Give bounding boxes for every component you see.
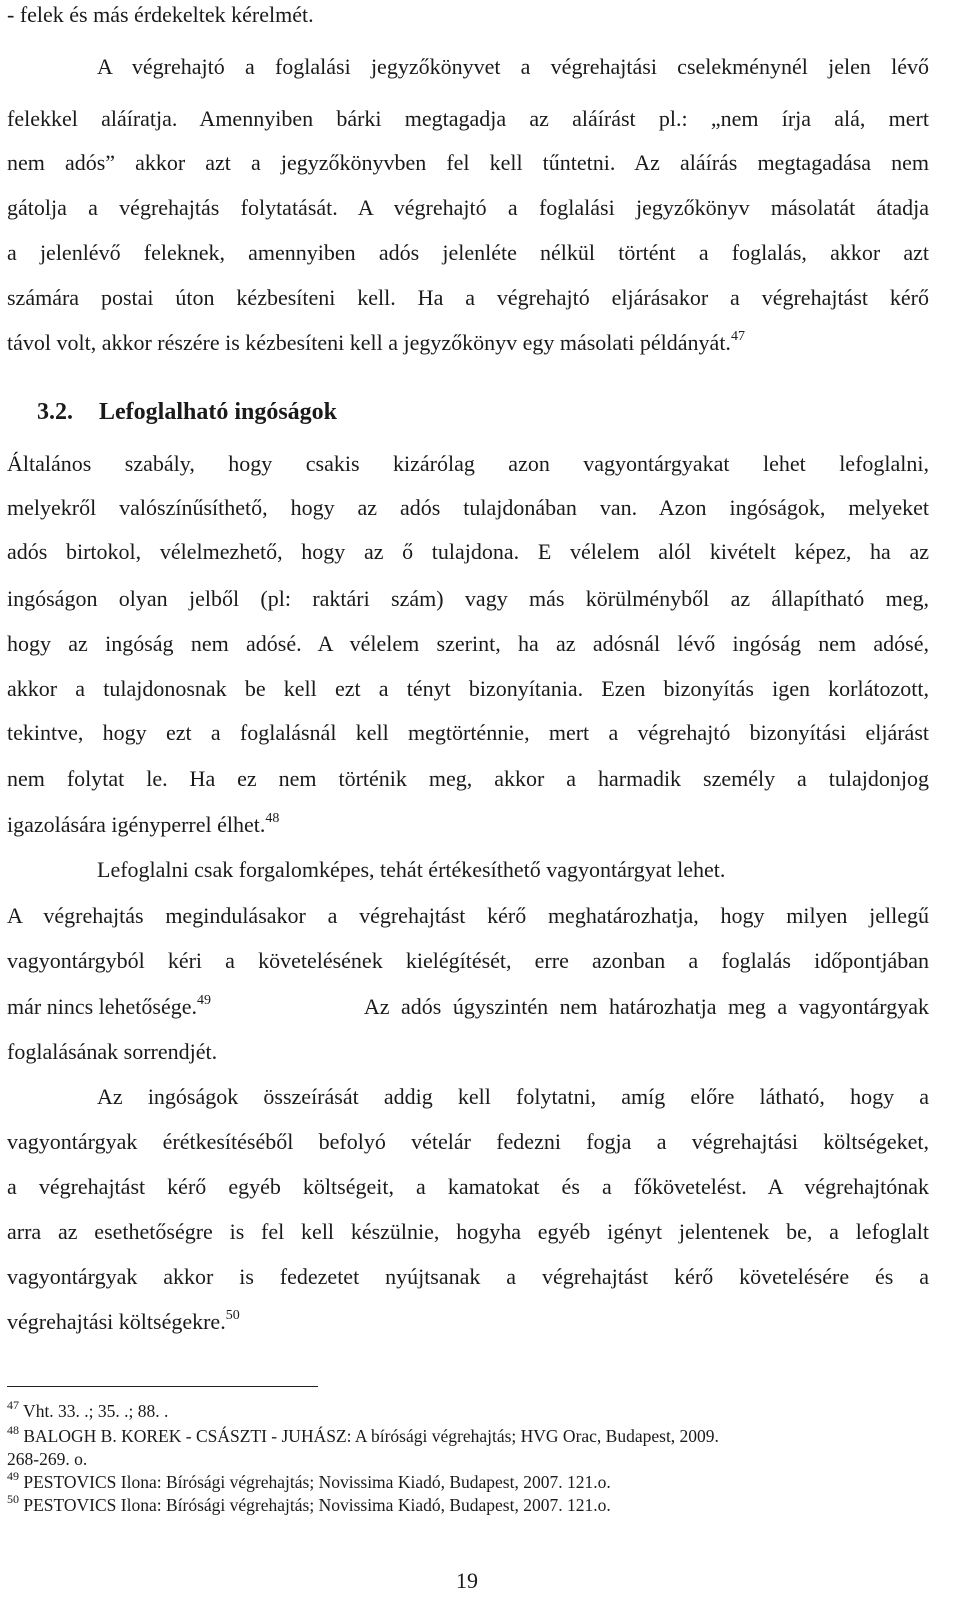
footnote [7, 1494, 937, 1516]
footnote-text: PESTOVICS Ilona: Bírósági végrehajtás; Novissima Kiadó, Budapest, 2007. 121.o. [19, 1495, 611, 1515]
footnote-number: 50 [7, 1492, 19, 1507]
paragraph-line: ingóságon olyan jelből (pl: raktári szám) vagy más körülményből az állapítható meg, [7, 586, 929, 611]
paragraph-line: számára postai úton kézbesíteni kell. Ha a végrehajtó eljárásakor a végrehajtást kérő [7, 285, 929, 310]
footnote-text: PESTOVICS Ilona: Bírósági végrehajtás; Novissima Kiadó, Budapest, 2007. 121.o. [19, 1472, 611, 1492]
footnote-separator [7, 1386, 318, 1387]
paragraph-text: igazolására igényperrel élhet. [7, 812, 266, 837]
paragraph-line [7, 994, 929, 1020]
footnote-text: Vht. 33. .; 35. .; 88. . [19, 1401, 169, 1421]
section-heading [37, 397, 337, 427]
footnote-text: 268-269. o. [7, 1449, 88, 1469]
footnote-ref[interactable]: 47 [730, 328, 745, 344]
paragraph-line: foglalásának sorrendjét. [7, 1039, 218, 1064]
paragraph-line: nem adós” akkor azt a jegyzőkönyvben fel kell tűntetni. Az aláírás megtagadása nem [7, 150, 929, 175]
footnote [7, 1400, 937, 1422]
paragraph-line: tekintve, hogy ezt a foglalásnál kell megtörténnie, mert a végrehajtó bizonyítási eljárást [7, 720, 929, 745]
footnote-number: 49 [7, 1469, 19, 1484]
footnote-number: 47 [7, 1398, 19, 1413]
paragraph-line: A végrehajtás megindulásakor a végrehajtást kérő meghatározhatja, hogy milyen jellegű [7, 903, 929, 928]
paragraph-line: vagyontárgyból kéri a követelésének kielégítését, erre azonban a foglalás időpontjában [7, 948, 929, 973]
paragraph-line: vagyontárgyak érétkesítéséből befolyó vételár fedezni fogja a végrehajtási költségeket, [7, 1129, 929, 1154]
page-number: 19 [456, 1568, 478, 1593]
paragraph-line: a végrehajtást kérő egyéb költségeit, a kamatokat és a főkövetelést. A végrehajtónak [7, 1174, 929, 1199]
paragraph-line: Az ingóságok összeírását addig kell folytatni, amíg előre látható, hogy a [97, 1084, 929, 1109]
paragraph-line: nem folytat le. Ha ez nem történik meg, akkor a harmadik személy a tulajdonjog [7, 766, 929, 791]
footnote [7, 1471, 937, 1493]
paragraph-line: adós birtokol, vélelmezhető, hogy az ő tulajdona. E vélelem alól kivételt képez, ha az [7, 539, 929, 564]
paragraph-text: végrehajtási költségekre. [7, 1309, 226, 1334]
paragraph-line: Lefoglalni csak forgalomképes, tehát értékesíthető vagyontárgyat lehet. [97, 857, 726, 882]
paragraph-line: arra az esethetőségre is fel kell készülnie, hogyha egyéb igényt jelentenek be, a lefoglalt [7, 1219, 929, 1244]
paragraph-line [7, 812, 929, 838]
paragraph-line: a jelenlévő feleknek, amennyiben adós jelenléte nélkül történt a foglalás, akkor azt [7, 240, 929, 265]
paragraph-text: már nincs lehetősége. [7, 994, 197, 1019]
list-item-line: - felek és más érdekeltek kérelmét. [7, 2, 314, 27]
section-title: Lefoglalható ingóságok [99, 399, 338, 425]
paragraph-text-part [7, 994, 211, 1020]
section-number: 3.2. [37, 399, 73, 425]
footnote-text: BALOGH B. KOREK - CSÁSZTI - JUHÁSZ: A bírósági végrehajtás; HVG Orac, Budapest, 2009. [19, 1426, 719, 1446]
paragraph-line: felekkel aláíratja. Amennyiben bárki megtagadja az aláírást pl.: „nem írja alá, mert [7, 106, 929, 131]
footnote-continuation [7, 1448, 937, 1470]
paragraph-line [7, 330, 929, 356]
footnote [7, 1425, 937, 1447]
footnote-ref[interactable]: 50 [225, 1307, 240, 1323]
paragraph-line: melyekről valószínűsíthető, hogy az adós tulajdonában van. Azon ingóságok, melyeket [7, 495, 929, 520]
paragraph-line [7, 1309, 929, 1335]
footnote-ref[interactable]: 49 [197, 992, 211, 1008]
paragraph-line: A végrehajtó a foglalási jegyzőkönyvet a végrehajtási cselekménynél jelen lévő [97, 54, 929, 79]
footnote-number: 48 [7, 1423, 19, 1438]
paragraph-line: gátolja a végrehajtás folytatását. A végrehajtó a foglalási jegyzőkönyv másolatát átadja [7, 195, 929, 220]
paragraph-line: hogy az ingóság nem adósé. A vélelem szerint, ha az adósnál lévő ingóság nem adósé, [7, 631, 929, 656]
paragraph-line: Általános szabály, hogy csakis kizárólag azon vagyontárgyakat lehet lefoglalni, [7, 451, 929, 476]
paragraph-text: Az adós úgyszintén nem határozhatja meg a vagyontárgyak [363, 994, 929, 1019]
footnote-ref[interactable]: 48 [265, 810, 280, 826]
paragraph-text: távol volt, akkor részére is kézbesíteni kell a jegyzőkönyv egy másolati példányát. [7, 330, 731, 355]
paragraph-line: vagyontárgyak akkor is fedezetet nyújtsanak a végrehajtást kérő követelésére és a [7, 1264, 929, 1289]
paragraph-line: akkor a tulajdonosnak be kell ezt a tényt bizonyítania. Ezen bizonyítás igen korlátozott, [7, 676, 929, 701]
